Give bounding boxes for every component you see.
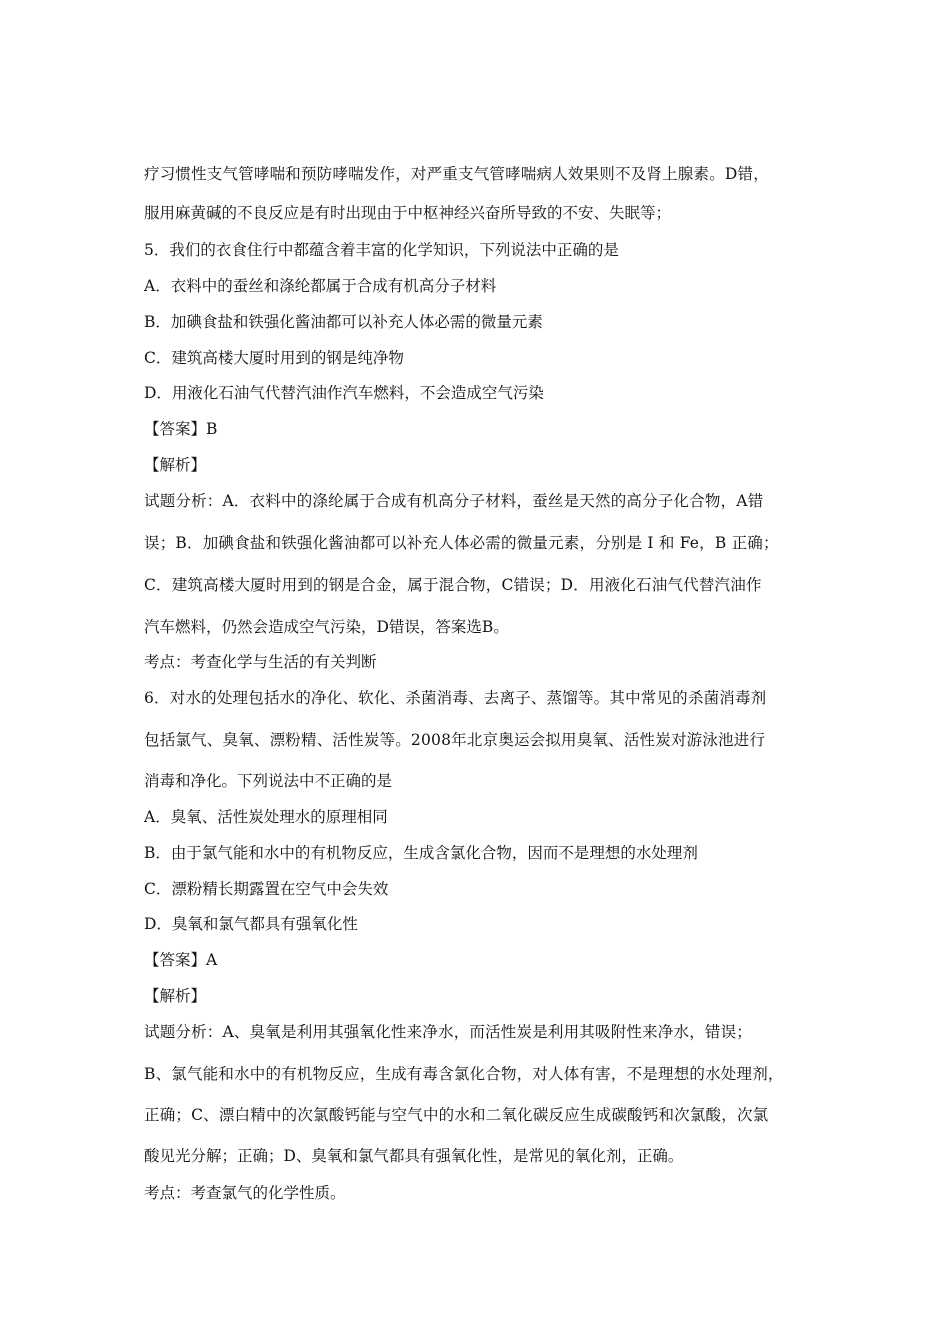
question-5-option-c: C．建筑高楼大厦时用到的钢是纯净物 [144,349,404,367]
answer-label: 【答案】A [144,951,218,969]
question-6-option-c: C．漂粉精长期露置在空气中会失效 [144,880,389,898]
analysis-text: B、氯气能和水中的有机物反应，生成有毒含氯化合物，对人体有害，不是理想的水处理剂， [144,1065,784,1083]
analysis-label: 【解析】 [144,987,207,1005]
text-line: 服用麻黄碱的不良反应是有时出现由于中枢神经兴奋所导致的不安、失眠等； [144,204,672,222]
question-6-option-b: B．由于氯气能和水中的有机物反应，生成含氯化合物，因而不是理想的水处理剂 [144,844,698,862]
question-6-option-d: D．臭氧和氯气都具有强氧化性 [144,915,358,933]
question-6-stem: 消毒和净化。下列说法中不正确的是 [144,772,393,790]
analysis-text: 正确；C、漂白精中的次氯酸钙能与空气中的水和二氧化碳反应生成碳酸钙和次氯酸，次氯 [144,1106,769,1124]
question-5-stem: 5．我们的衣食住行中都蕴含着丰富的化学知识，下列说法中正确的是 [144,241,619,259]
question-6-stem: 包括氯气、臭氧、漂粉精、活性炭等。2008年北京奥运会拟用臭氧、活性炭对游泳池进行 [144,731,766,749]
analysis-text: C．建筑高楼大厦时用到的钢是合金，属于混合物，C错误；D．用液化石油气代替汽油作 [144,576,762,594]
question-5-option-d: D．用液化石油气代替汽油作汽车燃料，不会造成空气污染 [144,384,544,402]
answer-label: 【答案】B [144,420,218,438]
question-6-stem: 6．对水的处理包括水的净化、软化、杀菌消毒、去离子、蒸馏等。其中常见的杀菌消毒剂 [144,689,767,707]
analysis-text: 汽车燃料，仍然会造成空气污染，D错误，答案选B。 [144,618,509,636]
question-5-option-b: B．加碘食盐和铁强化酱油都可以补充人体必需的微量元素 [144,313,543,331]
analysis-text: 试题分析：A．衣料中的涤纶属于合成有机高分子材料，蚕丝是天然的高分子化合物，A错 [144,492,764,510]
analysis-text: 误；B．加碘食盐和铁强化酱油都可以补充人体必需的微量元素，分别是 I 和 Fe，B 正确； [144,534,779,552]
question-6-option-a: A．臭氧、活性炭处理水的原理相同 [144,808,388,826]
question-5-option-a: A．衣料中的蚕丝和涤纶都属于合成有机高分子材料 [144,277,497,295]
analysis-text: 酸见光分解；正确；D、臭氧和氯气都具有强氧化性，是常见的氧化剂，正确。 [144,1147,684,1165]
key-point: 考点：考查氯气的化学性质。 [144,1184,346,1202]
analysis-text: 试题分析：A、臭氧是利用其强氧化性来净水，而活性炭是利用其吸附性来净水，错误； [144,1023,752,1041]
analysis-label: 【解析】 [144,456,207,474]
text-line: 疗习惯性支气管哮喘和预防哮喘发作，对严重支气管哮喘病人效果则不及肾上腺素。D错， [144,165,769,183]
key-point: 考点：考查化学与生活的有关判断 [144,653,377,671]
